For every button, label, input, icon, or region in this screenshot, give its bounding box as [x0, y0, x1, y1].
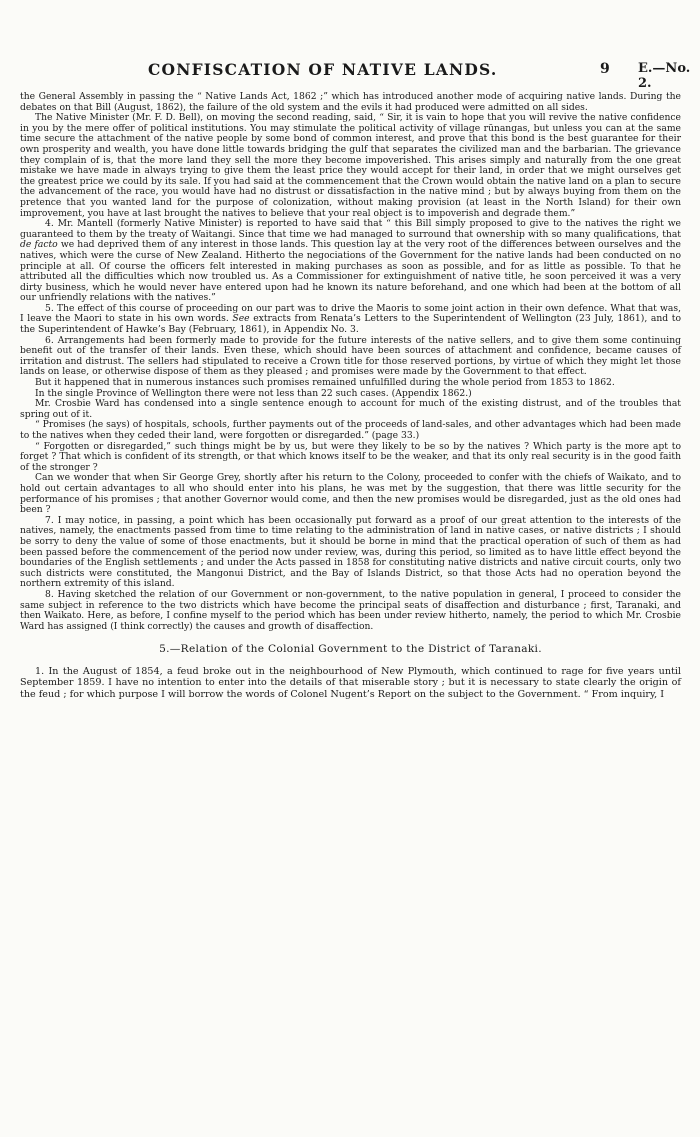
- section-body: [20, 666, 681, 700]
- italic-text: See: [232, 313, 250, 325]
- paragraph: [20, 304, 681, 336]
- page-header: [0, 60, 700, 91]
- paragraph: [20, 219, 681, 304]
- paragraph: “ Promises (he says) of hospitals, schools, further payments out of the proceeds of land-sales, and other advantages which had been made to the natives when they ceded their land, were forgotten or disregarded.” (page 33.): [20, 419, 681, 441]
- paragraph: 6. Arrangements had been formerly made to provide for the future interests of the native sellers, and to give them some continuing benefit out of the transfer of their lands. Even these, which should have been sources of attachment and confidence, became causes of irritation and distrust. The sellers had stipulated to receive a Crown title for those reserved portions, by virtue of which they might let those lands on lease, or otherwise dispose of them as they pleased ; and promises were made by the Government to that effect.: [20, 334, 681, 378]
- paragraph: Mr. Crosbie Ward has condensed into a single sentence enough to account for much of the existing distrust, and of the troubles that spring out of it.: [20, 398, 681, 420]
- paragraph-text: extracts from Renata’s Letters to the Superintendent of Wellington (23 July, 1861), and to the Superintendent of Hawke’s Bay (February, 1861), in Appendix No. 3.: [20, 313, 681, 336]
- paragraph: The Native Minister (Mr. F. D. Bell), on moving the second reading, said, “ Sir, it is vain to hope that you will revive the native confidence in you by the mere offer of political institutions. You may stimulate the political activity of village rūnangas, but unless you can at the same time secure the attachment of the native people by some bond of common interest, and prove that this bond is the best guarantee for their own prosperity and wealth, you have done little towards bridging the gulf that separates the civilized man and the barbarian. The grievance they complain of is, that the more land they sell the more they become impoverished. This arises simply and naturally from the one great mistake we have made in always trying to give them the least price they would accept for their land, in order that we might ourselves get the greatest price we could by its sale. If you had said at the commencement that the Crown would obtain the native land on a plan to secure the advancement of the race, you would have had no distrust or dissatisfaction in the native mind ; but by always buying from them on the pretence that you wanted land for the purpose of colonization, without making provision (at least in the North Island) for their own improvement, you have at last brought the natives to believe that your real object is to impoverish and degrade them.”: [20, 112, 681, 219]
- paragraph: Can we wonder that when Sir George Grey, shortly after his return to the Colony, proceeded to confer with the chiefs of Waikato, and to hold out certain advantages to all who should enter into his plans, he was met by the suggestion, that there was little security for the performance of his promises ; that another Governor would come, and then the new promises would be disregarded, just as the old ones had been ?: [20, 472, 681, 516]
- italic-text: de facto: [20, 239, 58, 251]
- paragraph: 7. I may notice, in passing, a point which has been occasionally put forward as a proof of our great attention to the interests of the natives, namely, the enactments passed from time to time relating to the administration of land in native cases, or native districts ; I should be sorry to deny the value of some of those enactments, but it should be borne in mind that the practical operation of such of them as had been passed before the commencement of the period now under review, was, during this period, so limited as to have little effect beyond the boundaries of the English settlements ; and under the Acts passed in 1858 for constituting native districts and native circuit courts, only two such districts were constituted, the Mangonui District, and the Bay of Islands District, so that those Acts had no operation beyond the northern extremity of this island.: [20, 514, 681, 590]
- paragraph: “ Forgotten or disregarded,” such things might be by us, but were they likely to be so by the natives ? Which party is the more apt to forget ? That which is confident of its strength, or that which knows itself to be the weaker, and that its only real security is in the good faith of the stronger ?: [20, 440, 681, 473]
- paragraph: But it happened that in numerous instances such promises remained unfulfilled during the whole period from 1853 to 1862.: [35, 377, 615, 389]
- document-reference: E.—No. 2.: [638, 61, 691, 91]
- paragraph-text: we had deprived them of any interest in those lands. This question lay at the very root of the differences between ourselves and the natives, which were the curse of New Zealand. Hitherto the negociations of the Government for the native lands had been conducted on no principle at all. Of course the officers felt interested in making purchases as soon as possible, and for as little as possible. To that he attributed all the difficulties which now troubled us. As a Commissioner for extinguishment of native title, he soon perceived it was a very dirty business, which he would never have entered upon had he known its nature beforehand, and one which had been at the bottom of all our unfriendly relations with the natives.”: [20, 239, 681, 304]
- paragraph: 1. In the August of 1854, a feud broke out in the neighbourhood of New Plymouth, which continued to rage for five years until September 1859. I have no intention to enter into the details of that miserable story ; but it is necessary to state clearly the origin of the feud ; for which purpose I will borrow the words of Colonel Nugent’s Report on the subject to the Government. “ From inquiry, I: [20, 665, 681, 700]
- section-heading: 5.—Relation of the Colonial Government to the District of Taranaki.: [159, 643, 542, 656]
- paragraph: 8. Having sketched the relation of our Government or non-government, to the native population in general, I proceed to consider the same subject in reference to the two districts which have become the principal seats of disaffection and disturbance ; first, Taranaki, and then Waikato. Here, as before, I confine myself to the period which has been under review hitherto, namely, the period to which Mr. Crosbie Ward has assigned (I think correctly) the causes and growth of disaffection.: [20, 588, 681, 632]
- running-title: CONFISCATION OF NATIVE LANDS.: [148, 60, 498, 79]
- document-body: [20, 92, 681, 700]
- page-number: 9: [600, 61, 610, 77]
- paragraph-text: 4. Mr. Mantell (formerly Native Minister) is reported to have said that “ this Bill simply proposed to give to the natives the right we guaranteed to them by the treaty of Waitangi. Since that time we had managed to surround that ownership with so many qualifications, that: [20, 218, 681, 240]
- paragraph-text: 5. The effect of this course of proceeding on our part was to drive the Maoris to some joint action in their own defence. What that was, I leave the Maori to state in his own words.: [20, 302, 681, 325]
- paragraph: the General Assembly in passing the “ Native Lands Act, 1862 ;” which has introduced another mode of acquiring native lands. During the debates on that Bill (August, 1862), the failure of the old system and the evils it had produced were admitted on all sides.: [20, 91, 681, 113]
- paragraph: In the single Province of Wellington there were not less than 22 such cases. (Appendix 1862.): [35, 387, 472, 399]
